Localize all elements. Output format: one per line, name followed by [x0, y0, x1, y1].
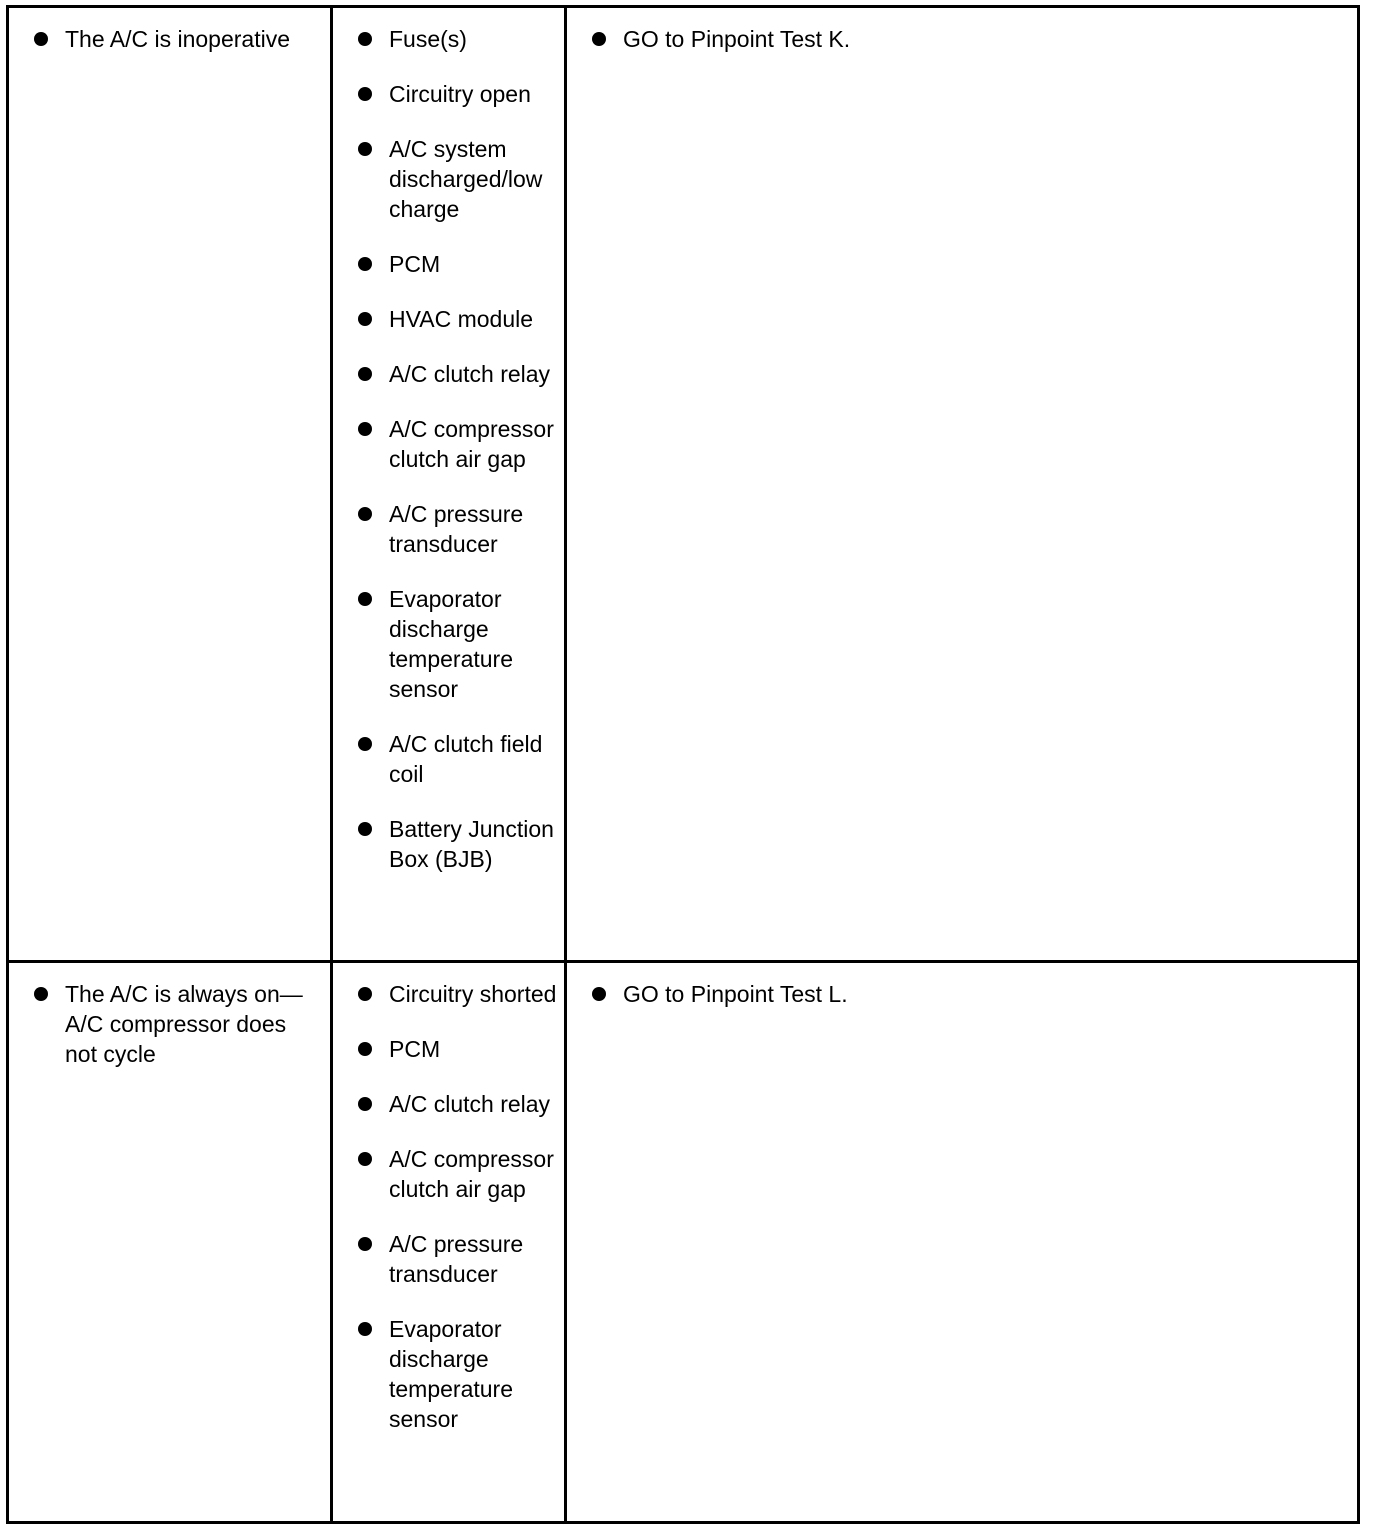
bullet-icon	[358, 1152, 372, 1166]
bullet-icon	[358, 32, 372, 46]
possible-source-text: Evaporator discharge temperature sensor	[389, 586, 514, 702]
possible-source-text: A/C pressure transducer	[389, 1231, 524, 1287]
list-item	[389, 304, 560, 334]
list-item	[389, 24, 560, 54]
bullet-icon	[358, 987, 372, 1001]
list-item	[389, 359, 560, 389]
bullet-icon	[358, 422, 372, 436]
bullet-icon	[358, 1042, 372, 1056]
possible-source-text: PCM	[389, 1036, 441, 1062]
bullet-icon	[358, 1097, 372, 1111]
bullet-icon	[358, 592, 372, 606]
bullet-icon	[358, 312, 372, 326]
possible-source-text: HVAC module	[389, 306, 534, 332]
list-item	[389, 814, 560, 874]
possible-source-text: Evaporator discharge temperature sensor	[389, 1316, 514, 1432]
possible-source-text: Circuitry shorted	[389, 981, 557, 1007]
possible-source-text: A/C compressor clutch air gap	[389, 416, 554, 472]
action-list	[567, 8, 1357, 54]
bullet-icon	[358, 1322, 372, 1336]
action-list	[567, 963, 1357, 1009]
bullet-icon	[358, 257, 372, 271]
list-item	[65, 979, 324, 1069]
possible-source-text: A/C clutch relay	[389, 1091, 551, 1117]
symptom-text: The A/C is inoperative	[65, 26, 291, 52]
list-item	[65, 24, 324, 54]
action-cell	[566, 962, 1359, 1523]
bullet-icon	[358, 367, 372, 381]
list-item	[389, 1089, 560, 1119]
action-cell	[566, 7, 1359, 962]
symptom-cell	[8, 7, 332, 962]
bullet-icon	[358, 142, 372, 156]
possible-source-list	[333, 8, 564, 874]
symptom-list	[9, 8, 330, 54]
possible-source-text: Battery Junction Box (BJB)	[389, 816, 554, 872]
possible-source-text: Circuitry open	[389, 81, 531, 107]
possible-source-text: A/C compressor clutch air gap	[389, 1146, 554, 1202]
list-item	[389, 1229, 560, 1289]
possible-source-text: A/C pressure transducer	[389, 501, 524, 557]
list-item	[389, 1034, 560, 1064]
possible-source-text: PCM	[389, 251, 441, 277]
list-item	[389, 979, 560, 1009]
list-item	[389, 414, 560, 474]
action-text: GO to Pinpoint Test L.	[623, 981, 848, 1007]
possible-source-text: A/C system discharged/low charge	[389, 136, 543, 222]
list-item	[623, 24, 1347, 54]
list-item	[389, 584, 560, 704]
possible-source-text: Fuse(s)	[389, 26, 467, 52]
list-item	[389, 1144, 560, 1204]
list-item	[389, 249, 560, 279]
table-row	[8, 7, 1359, 962]
bullet-icon	[358, 507, 372, 521]
list-item	[389, 1314, 560, 1434]
list-item	[389, 499, 560, 559]
bullet-icon	[358, 822, 372, 836]
action-text: GO to Pinpoint Test K.	[623, 26, 851, 52]
list-item	[389, 79, 560, 109]
list-item	[389, 134, 560, 224]
list-item	[623, 979, 1347, 1009]
bullet-icon	[358, 737, 372, 751]
possible-source-cell	[332, 7, 566, 962]
possible-source-cell	[332, 962, 566, 1523]
symptom-chart-table	[6, 5, 1360, 1524]
bullet-icon	[34, 32, 48, 46]
possible-source-text: A/C clutch field coil	[389, 731, 543, 787]
bullet-icon	[34, 987, 48, 1001]
bullet-icon	[358, 87, 372, 101]
symptom-text: The A/C is always on— A/C compressor does not cycle	[65, 981, 303, 1067]
possible-source-text: A/C clutch relay	[389, 361, 551, 387]
bullet-icon	[358, 1237, 372, 1251]
bullet-icon	[592, 987, 606, 1001]
bullet-icon	[592, 32, 606, 46]
symptom-list	[9, 963, 330, 1069]
table-row	[8, 962, 1359, 1523]
list-item	[389, 729, 560, 789]
possible-source-list	[333, 963, 564, 1434]
symptom-cell	[8, 962, 332, 1523]
